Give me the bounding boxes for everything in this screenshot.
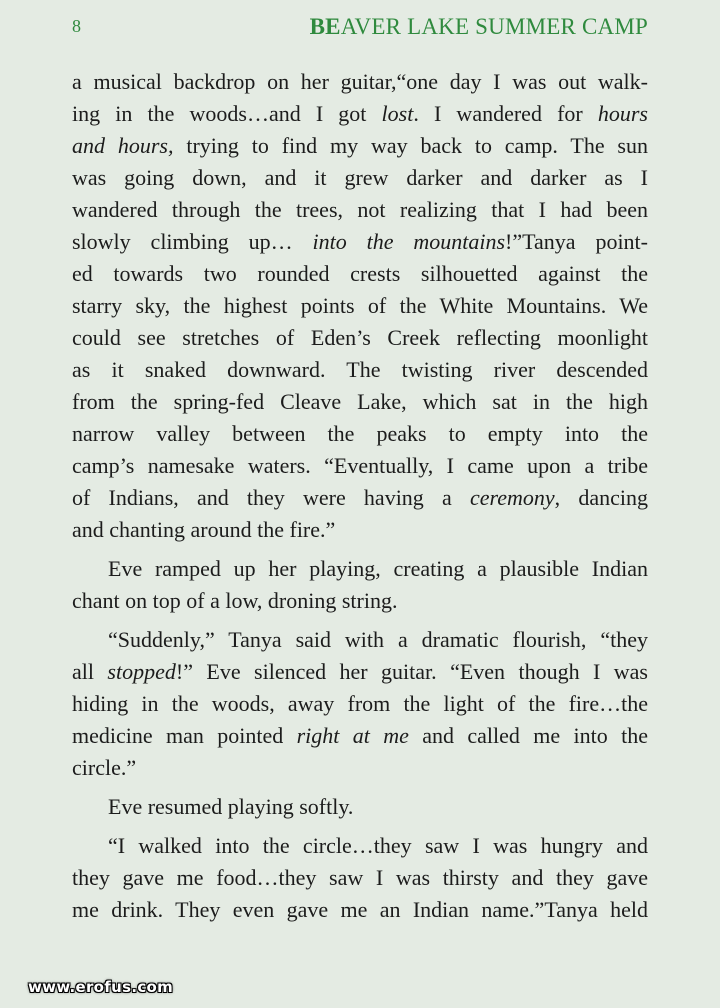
- text-run: ed towards two rounded crests silhouetted against the: [72, 261, 648, 286]
- text-line: [72, 66, 648, 98]
- book-title-rest: AVER LAKE SUMMER CAMP: [340, 14, 648, 39]
- text-run: was going down, and it grew darker and darker as I: [72, 165, 648, 190]
- text-run: all: [72, 659, 108, 684]
- text-run: narrow valley between the peaks to empty into the: [72, 421, 648, 446]
- text-run: chant on top of a low, droning string.: [72, 588, 398, 613]
- paragraph-gap: [72, 823, 648, 830]
- text-run: ing in the woods…and I got: [72, 101, 382, 126]
- text-line: [72, 624, 648, 656]
- text-run: trying to find my way back to camp. The sun: [173, 133, 648, 158]
- text-run: , dancing: [554, 485, 648, 510]
- text-run: a musical backdrop on her guitar,“one day I was out walk-: [72, 69, 648, 94]
- text-run: and called me into the: [408, 723, 649, 748]
- text-run: Eve ramped up her playing, creating a plausible Indian: [108, 556, 648, 581]
- text-line: [72, 585, 648, 617]
- text-run: !” Eve silenced her guitar. “Even though I was: [175, 659, 648, 684]
- text-run: !”Tanya point-: [505, 229, 648, 254]
- text-line: [72, 418, 648, 450]
- italic-text: lost: [381, 101, 414, 126]
- italic-text: stopped: [107, 659, 176, 684]
- text-run: “Suddenly,” Tanya said with a dramatic flourish, “they: [108, 627, 648, 652]
- text-line: [72, 688, 648, 720]
- italic-text: ceremony: [469, 485, 555, 510]
- text-run: of Indians, and they were having a: [72, 485, 470, 510]
- running-header: [72, 14, 648, 46]
- text-line: [72, 354, 648, 386]
- text-line: [72, 514, 648, 546]
- body-text: [72, 66, 648, 926]
- text-line: [72, 130, 648, 162]
- text-line: [72, 322, 648, 354]
- paragraph-gap: [72, 546, 648, 553]
- text-run: starry sky, the highest points of the White Mountains. We: [72, 293, 648, 318]
- text-line: [72, 482, 648, 514]
- text-run: medicine man pointed: [72, 723, 297, 748]
- book-title-initial: BE: [309, 14, 341, 39]
- book-title: [310, 14, 648, 40]
- italic-text: right at me: [296, 723, 409, 748]
- text-line: [72, 791, 648, 823]
- text-line: [72, 162, 648, 194]
- text-run: hiding in the woods, away from the light of the fire…the: [72, 691, 648, 716]
- text-line: [72, 290, 648, 322]
- text-line: [72, 862, 648, 894]
- text-run: from the spring-fed Cleave Lake, which sat in the high: [72, 389, 648, 414]
- text-run: they gave me food…they saw I was thirsty and they gave: [72, 865, 648, 890]
- text-line: [72, 98, 648, 130]
- text-line: [72, 894, 648, 926]
- paragraph-gap: [72, 784, 648, 791]
- text-line: [72, 194, 648, 226]
- text-line: [72, 830, 648, 862]
- text-run: as it snaked downward. The twisting river descended: [72, 357, 648, 382]
- text-run: Eve resumed playing softly.: [108, 794, 354, 819]
- paragraph-gap: [72, 617, 648, 624]
- italic-text: and hours,: [72, 133, 174, 158]
- text-line: [72, 656, 648, 688]
- text-line: [72, 386, 648, 418]
- text-line: [72, 226, 648, 258]
- italic-text: into the mountains: [312, 229, 506, 254]
- text-run: wandered through the trees, not realizing that I had been: [72, 197, 648, 222]
- text-run: . I wandered for: [413, 101, 598, 126]
- italic-text: hours: [597, 101, 648, 126]
- text-run: camp’s namesake waters. “Eventually, I came upon a tribe: [72, 453, 648, 478]
- text-line: [72, 450, 648, 482]
- text-run: “I walked into the circle…they saw I was hungry and: [108, 833, 648, 858]
- text-run: could see stretches of Eden’s Creek reflecting moonlight: [72, 325, 648, 350]
- text-run: circle.”: [72, 755, 137, 780]
- text-line: [72, 720, 648, 752]
- text-run: slowly climbing up…: [72, 229, 313, 254]
- text-line: [72, 258, 648, 290]
- page-number: 8: [72, 16, 81, 36]
- text-run: me drink. They even gave me an Indian name.”Tanya held: [72, 897, 648, 922]
- text-run: and chanting around the fire.”: [72, 517, 336, 542]
- text-line: [72, 752, 648, 784]
- text-line: [72, 553, 648, 585]
- watermark: www.erofus.com: [28, 978, 174, 996]
